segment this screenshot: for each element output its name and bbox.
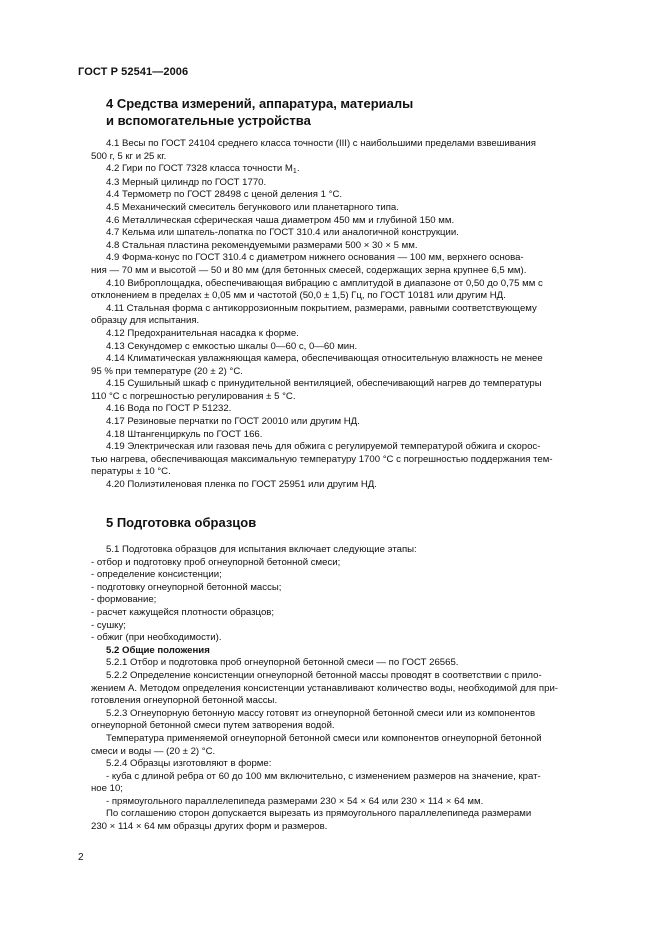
page-number: 2 [78, 852, 84, 863]
item-4-9-cont: ния — 70 мм и высотой — 50 и 80 мм (для бетонных смесей, содержащих зерна крупнее 6,5 мм). [91, 264, 527, 276]
item-4-11-cont: образцу для испытания. [91, 315, 200, 327]
list-item: - отбор и подготовку проб огнеупорной бетонной смеси; [91, 556, 341, 568]
item-4-6: 4.6 Металлическая сферическая чаша диаметром 450 мм и глубиной 150 мм. [106, 214, 455, 226]
item-4-4: 4.4 Термометр по ГОСТ 28498 с ценой деления 1 °С. [106, 189, 343, 201]
item-4-19-cont1: тью нагрева, обеспечивающая максимальную температуру 1700 °С с погрешностью поддержания тем- [91, 453, 553, 465]
item-4-18: 4.18 Штангенциркуль по ГОСТ 166. [106, 428, 263, 440]
section-5-body [91, 544, 614, 834]
agreement-paragraph: По соглашению сторон допускается вырезать из прямоугольного параллелепипеда размерами [106, 808, 532, 820]
item-4-9: 4.9 Форма-конус по ГОСТ 310.4 с диаметром нижнего основания — 100 мм, верхнего основа- [106, 252, 524, 264]
section-5-heading: 5 Подготовка образцов [106, 515, 257, 530]
item-4-11: 4.11 Стальная форма с антикоррозионным покрытием, размерами, равными соответствующему [106, 302, 537, 314]
cube-item: - куба с длиной ребра от 60 до 100 мм включительно, с изменением размеров на значение, крат- [106, 770, 541, 782]
item-4-15-cont: 110 °С с погрешностью регулирования ± 5 °С. [91, 390, 296, 402]
item-5-2-1: 5.2.1 Отбор и подготовка проб огнеупорной бетонной смеси — по ГОСТ 26565. [106, 657, 459, 669]
item-4-16: 4.16 Вода по ГОСТ Р 51232. [106, 403, 232, 415]
section-4-heading [106, 95, 413, 129]
item-5-2-2-cont2: готовления огнеупорной бетонной массы. [91, 695, 278, 707]
item-5-2-2: 5.2.2 Определение консистенции огнеупорной бетонной массы проводят в соответствии с прило- [106, 669, 542, 681]
agreement-paragraph-cont: 230 × 114 × 64 мм образцы других форм и размеров. [91, 821, 328, 833]
item-4-14-cont: 95 % при температуре (20 ± 2) °С. [91, 365, 243, 377]
list-item: - обжиг (при необходимости). [91, 632, 222, 644]
standard-designation: ГОСТ Р 52541—2006 [78, 66, 189, 78]
temperature-paragraph-cont: смеси и воды — (20 ± 2) °С. [91, 745, 216, 757]
cube-item-cont: ное 10; [91, 783, 123, 795]
item-4-19: 4.19 Электрическая или газовая печь для обжига с регулируемой температурой обжига и скорос- [106, 441, 541, 453]
list-item: - подготовку огнеупорной бетонной массы; [91, 581, 282, 593]
list-item: - расчет кажущейся плотности образцов; [91, 606, 275, 618]
item-4-10-cont: отклонением в пределах ± 0,05 мм и частотой (50,0 ± 1,5) Гц, по ГОСТ 10181 или другим НД. [91, 290, 506, 302]
item-4-20: 4.20 Полиэтиленовая пленка по ГОСТ 25951 или другим НД. [106, 479, 377, 491]
temperature-paragraph: Температура применяемой огнеупорной бетонной смеси или компонентов огнеупорной бетонной [106, 732, 542, 744]
item-5-2-3: 5.2.3 Огнеупорную бетонную массу готовят из огнеупорной бетонной смеси или из компонентов [106, 707, 536, 719]
item-4-8: 4.8 Стальная пластина рекомендуемыми размерами 500 × 30 × 5 мм. [106, 239, 418, 251]
item-5-2-3-cont: огнеупорной бетонной смеси путем затворения водой. [91, 720, 335, 732]
prism-item: - прямоугольного параллелепипеда размерами 230 × 54 × 64 или 230 × 114 × 64 мм. [106, 795, 484, 807]
item-4-10: 4.10 Виброплощадка, обеспечивающая вибрацию с амплитудой в диапазоне от 0,50 до 0,75 мм с [106, 277, 543, 289]
item-4-19-cont2: пературы ± 10 °С. [91, 466, 171, 478]
item-4-2: 4.2 Гири по ГОСТ 7328 класса точности $М_1$. [106, 163, 300, 176]
section-4-heading-line1: 4 Средства измерений, аппаратура, материалы [106, 96, 414, 111]
item-4-5: 4.5 Механический смеситель бегункового или планетарного типа. [106, 201, 399, 213]
item-4-1: 4.1 Весы по ГОСТ 24104 среднего класса точности (III) с наибольшими пределами взвешивания [106, 138, 536, 149]
item-4-3: 4.3 Мерный цилиндр по ГОСТ 1770. [106, 176, 267, 188]
item-5-2-4: 5.2.4 Образцы изготовляют в форме: [106, 758, 272, 770]
section-4-heading-line2: и вспомогательные устройства [106, 113, 311, 128]
item-4-12: 4.12 Предохранительная насадка к форме. [106, 327, 299, 339]
item-5-1: 5.1 Подготовка образцов для испытания включает следующие этапы: [106, 544, 417, 555]
item-4-7: 4.7 Кельма или шпатель-лопатка по ГОСТ 310.4 или аналогичной конструкции. [106, 227, 459, 239]
item-4-13: 4.13 Секундомер с емкостью шкалы 0—60 с, 0—60 мин. [106, 340, 358, 352]
section-4-body [91, 138, 614, 492]
item-4-15: 4.15 Сушильный шкаф с принудительной вентиляцией, обеспечивающий нагрев до температуры [106, 378, 542, 390]
item-4-14: 4.14 Климатическая увлажняющая камера, обеспечивающая относительную влажность не менее [106, 353, 543, 365]
item-5-2-heading: 5.2 Общие положения [106, 644, 210, 656]
item-4-1-cont: 500 г, 5 кг и 25 кг. [91, 150, 167, 162]
item-4-17: 4.17 Резиновые перчатки по ГОСТ 20010 или другим НД. [106, 416, 360, 428]
subscript-1: 1 [292, 168, 297, 176]
list-item: - формование; [91, 594, 157, 606]
item-5-2-2-cont1: жением А. Методом определения консистенции устанавливают количество воды, необходимой для при- [91, 682, 559, 694]
list-item: - сушку; [91, 619, 126, 631]
list-item: - определение консистенции; [91, 569, 222, 581]
